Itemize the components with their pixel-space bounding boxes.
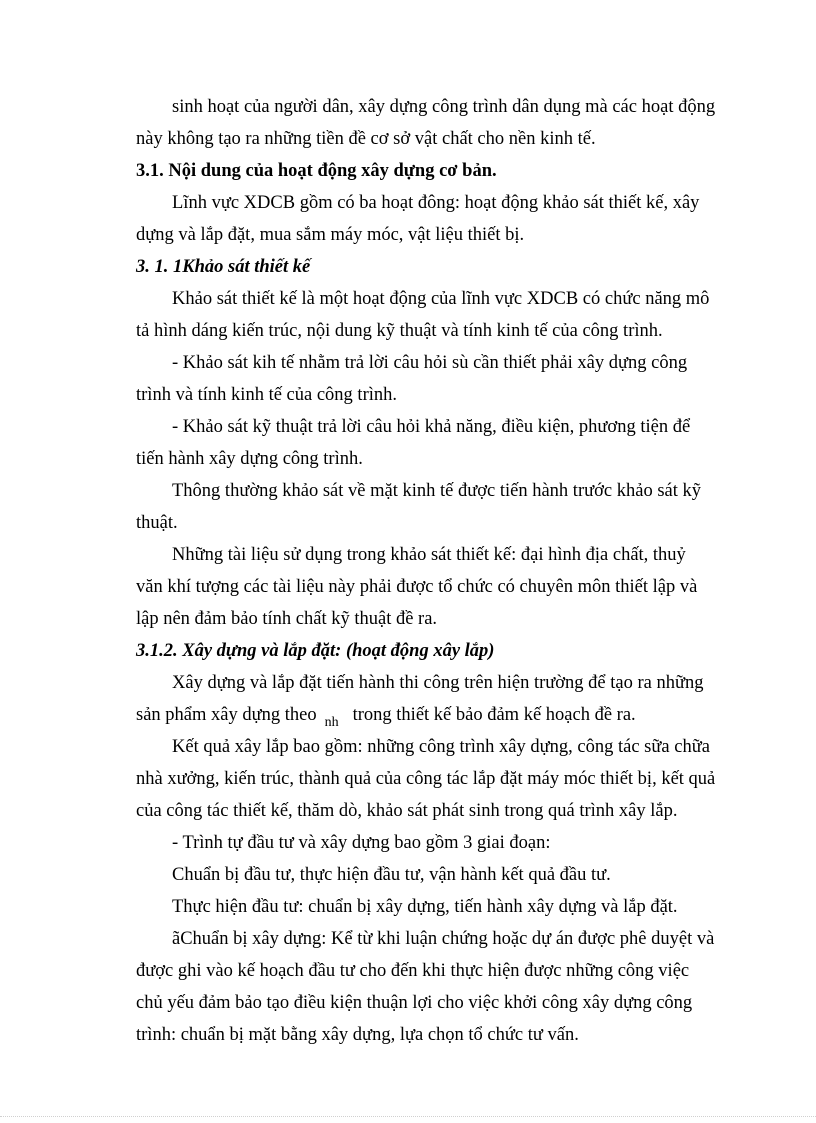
- section-heading: 3.1. Nội dung của hoạt động xây dựng cơ bản.: [136, 161, 497, 181]
- text-run: sản phẩm xây dựng theo: [136, 705, 317, 725]
- paragraph-line: - Khảo sát kỹ thuật trả lời câu hỏi khả năng, điều kiện, phương tiện để: [172, 417, 691, 437]
- paragraph-line: lập nên đảm bảo tính chất kỹ thuật đề ra.: [136, 609, 438, 629]
- page-edge-divider: [0, 1116, 816, 1117]
- paragraph-line: trình: chuẩn bị mặt bằng xây dựng, lựa chọn tổ chức tư vấn.: [136, 1025, 579, 1045]
- paragraph-line: Lĩnh vực XDCB gồm có ba hoạt đông: hoạt động khảo sát thiết kế, xây: [172, 193, 700, 213]
- paragraph-line: văn khí tượng các tài liệu này phải được tổ chức có chuyên môn thiết lập và: [136, 577, 698, 597]
- inline-fragment: nh: [324, 715, 339, 730]
- paragraph-line: Xây dựng và lắp đặt tiến hành thi công trên hiện trường để tạo ra những: [172, 673, 704, 693]
- paragraph-line: Khảo sát thiết kế là một hoạt động của lĩnh vực XDCB có chức năng mô: [172, 289, 710, 309]
- paragraph-line: sinh hoạt của người dân, xây dựng công trình dân dụng mà các hoạt động: [172, 97, 716, 117]
- paragraph-line: nhà xưởng, kiến trúc, thành quả của công tác lắp đặt máy móc thiết bị, kết quả: [136, 769, 716, 789]
- paragraph-line: tả hình dáng kiến trúc, nội dung kỹ thuật và tính kinh tế của công trình.: [136, 321, 663, 341]
- paragraph-line: ãChuẩn bị xây dựng: Kể từ khi luận chứng hoặc dự án được phê duyệt và: [172, 929, 715, 949]
- paragraph-line: của công tác thiết kế, thăm dò, khảo sát phát sinh trong quá trình xây lắp.: [136, 801, 678, 821]
- paragraph-line: - Trình tự đầu tư và xây dựng bao gồm 3 giai đoạn:: [172, 833, 551, 853]
- paragraph-line: Thông thường khảo sát về mặt kinh tế được tiến hành trước khảo sát kỹ: [172, 481, 702, 501]
- paragraph-line: Thực hiện đầu tư: chuẩn bị xây dựng, tiến hành xây dựng và lắp đặt.: [172, 897, 678, 917]
- paragraph-line: Những tài liệu sử dụng trong khảo sát thiết kế: đại hình địa chất, thuỷ: [172, 545, 686, 565]
- paragraph-line: chủ yếu đảm bảo tạo điều kiện thuận lợi cho việc khởi công xây dựng công: [136, 993, 693, 1013]
- paragraph-line: trình và tính kinh tế của công trình.: [136, 385, 397, 405]
- paragraph-line: Kết quả xây lắp bao gồm: những công trình xây dựng, công tác sữa chữa: [172, 737, 710, 757]
- paragraph-line: này không tạo ra những tiền đề cơ sở vật chất cho nền kinh tế.: [136, 129, 596, 149]
- paragraph-line: [136, 704, 636, 728]
- paragraph-line: dựng và lắp đặt, mua sắm máy móc, vật liệu thiết bị.: [136, 225, 525, 245]
- paragraph-line: được ghi vào kế hoạch đầu tư cho đến khi thực hiện được những công việc: [136, 961, 690, 981]
- paragraph-line: tiến hành xây dựng công trình.: [136, 449, 363, 469]
- text-run: trong thiết kế bảo đảm kế hoạch đề ra.: [352, 705, 636, 725]
- paragraph-line: Chuẩn bị đầu tư, thực hiện đầu tư, vận hành kết quả đầu tư.: [172, 865, 611, 885]
- paragraph-line: - Khảo sát kih tế nhằm trả lời câu hỏi sù cần thiết phải xây dựng công: [172, 353, 688, 373]
- paragraph-line: thuật.: [136, 513, 178, 533]
- subsection-heading: 3.1.2. Xây dựng và lắp đặt: (hoạt động xây lắp): [136, 641, 495, 661]
- subsection-heading: 3. 1. 1Khảo sát thiết kế: [136, 257, 311, 277]
